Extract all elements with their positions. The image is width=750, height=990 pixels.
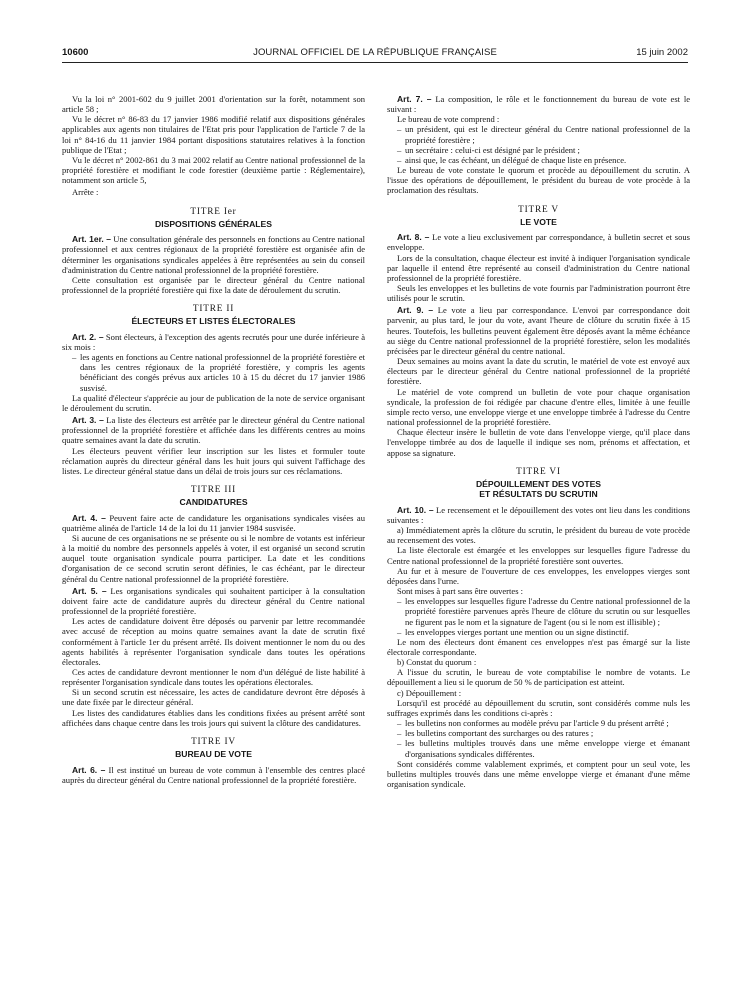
- article-label: Art. 9. –: [397, 305, 434, 316]
- article-para: Sont considérés comme valablement exprimés, et comptent pour un seul vote, les bulletins multiples trouvés dans une même enveloppe vierge et émanant d'une même organisation syndicale.: [387, 758, 690, 790]
- article-para: b) Constat du quorum :: [397, 657, 477, 668]
- article-para: Deux semaines au moins avant la date du scrutin, le matériel de vote est envoyé aux électeurs par le directeur général du Centre national professionnel de la propriété forestière.: [387, 356, 690, 387]
- page-header: [62, 47, 688, 63]
- article-para: Le bureau de vote constate le quorum et procède au dépouillement du scrutin. A l'issue des opérations de dépouillement, le président du bureau de vote procède à la proclamation des résultats.: [387, 165, 690, 196]
- journal-title: JOURNAL OFFICIEL DE LA RÉPUBLIQUE FRANÇAISE: [253, 47, 497, 58]
- titre-subheading: BUREAU DE VOTE: [175, 749, 252, 760]
- article-para: Cette consultation est organisée par le directeur général du Centre national professionnel de la propriété forestière qui fixe la date de déroulement du scrutin.: [62, 274, 365, 295]
- article-label: Art. 1er. –: [72, 234, 112, 245]
- dash-list: [62, 352, 365, 393]
- titre-heading: TITRE II: [192, 304, 235, 315]
- titre-subheading: DISPOSITIONS GÉNÉRALES: [155, 218, 272, 229]
- titre-heading: TITRE IV: [191, 736, 236, 747]
- article-para: a) Immédiatement après la clôture du scrutin, le président du bureau de vote procède au recensement des votes.: [387, 525, 690, 546]
- left-column: [62, 94, 365, 785]
- article-label: Art. 8. –: [397, 232, 430, 243]
- preamble-para: Vu la loi n° 2001-602 du 9 juillet 2001 d'orientation sur la forêt, notamment son article 58 ;: [62, 94, 365, 115]
- list-item: – les bulletins comportant des surcharges ou des ratures ;: [397, 728, 690, 738]
- article-para: Art. 8. – Le vote a lieu exclusivement par correspondance, à bulletin secret et sous enveloppe.: [387, 232, 690, 253]
- article-label: Art. 6. –: [72, 764, 106, 775]
- titre-heading: TITRE III: [190, 485, 237, 495]
- list-item: – les enveloppes vierges portant une mention ou un signe distinctif.: [397, 627, 690, 637]
- article-para: Art. 10. – Le recensement et le dépouillement des votes ont lieu dans les conditions suivantes :: [387, 504, 690, 525]
- article-label: Art. 10. –: [397, 504, 434, 515]
- article-para: Art. 7. – La composition, le rôle et le fonctionnement du bureau de vote est le suivant :: [387, 94, 690, 115]
- article-para: Art. 3. – La liste des électeurs est arrêtée par le directeur général du Centre national professionnel de la propriété forestière et affichée dans les différents centres au moins quatre semaines avant la date du scrutin.: [62, 415, 365, 446]
- titre-subheading: ÉLECTEURS ET LISTES ÉLECTORALES: [131, 316, 296, 327]
- article-label: Art. 2. –: [72, 331, 104, 342]
- preamble-para: Vu le décret n° 2002-861 du 3 mai 2002 relatif au Centre national professionnel de la propriété forestière et modifiant le code forestier (deuxième partie : Réglementaire), notamment son article 5,: [62, 154, 365, 186]
- article-para: c) Dépouillement :: [397, 687, 462, 698]
- article-para: Sont mises à part sans être ouvertes :: [397, 586, 524, 597]
- article-para: Art. 2. – Sont électeurs, à l'exception des agents recrutés pour une durée inférieure à six mois :: [62, 331, 365, 352]
- article-para: Art. 9. – Le vote a lieu par correspondance. L'envoi par correspondance doit parvenir, au plus tard, le jour du vote, avant l'heure de clôture du scrutin fixée à 15 heures. Toutefois, les bulletins peuvent également être déposés avant la même échéance au siège du Centre national professionnel de la propriété forestière, selon les modalités précisées par le directeur général du centre national.: [387, 305, 690, 356]
- titre-subheading: DÉPOUILLEMENT DES VOTES ET RÉSULTATS DU SCRUTIN: [475, 478, 602, 500]
- article-para: Chaque électeur insère le bulletin de vote dans l'enveloppe vierge, qu'il place dans l'enveloppe timbrée au dos de laquelle il indique ses nom, prénoms et affectation, et appose sa signature.: [387, 427, 690, 458]
- article-para: La qualité d'électeur s'apprécie au jour de publication de la note de service organisant le déroulement du scrutin.: [62, 392, 365, 413]
- right-column: [387, 94, 690, 789]
- article-para: Les électeurs peuvent vérifier leur inscription sur les listes et formuler toute réclamation auprès du directeur général dans les huit jours qui suivent l'affichage des listes. Le directeur général statue dans un délai de trois jours sur ces réclamations.: [62, 445, 365, 476]
- article-para: Art. 5. – Les organisations syndicales qui souhaitent participer à la consultation doivent faire acte de candidature auprès du directeur général du Centre national professionnel de la propriété forestière.: [62, 585, 365, 617]
- titre-heading: TITRE Ier: [190, 206, 237, 217]
- titre-heading: TITRE V: [518, 204, 559, 215]
- article-para: Au fur et à mesure de l'ouverture de ces enveloppes, les enveloppes vierges sont déposées dans l'urne.: [387, 565, 690, 586]
- article-label: Art. 3. –: [72, 415, 104, 426]
- dash-list: [387, 596, 690, 637]
- page-number: 10600: [62, 47, 89, 58]
- article-para: Si un second scrutin est nécessaire, les actes de candidature devront être déposés à une date fixée par le directeur général.: [62, 687, 365, 708]
- article-label: Art. 5. –: [72, 585, 107, 596]
- article-para: A l'issue du scrutin, le bureau de vote comptabilise le nombre de votants. Le dépouillement a lieu si le quorum de 50 % de participation est atteint.: [387, 667, 690, 688]
- dash-list: [387, 718, 690, 759]
- article-para: Art. 6. – Il est institué un bureau de vote commun à l'ensemble des centres placé auprès du directeur général du Centre national professionnel de la propriété forestière.: [62, 764, 365, 785]
- article-para: Les actes de candidature doivent être déposés ou parvenir par lettre recommandée avec accusé de réception au moins quatre semaines avant la date de scrutin fixé conformément à l'article 1er du présent arrêté. Ils doivent mentionner le nom du ou des agents habilités à représenter l'organisation syndicale dans toutes les opérations électorales.: [62, 616, 365, 667]
- dash-list: [387, 124, 690, 165]
- article-para: Seuls les enveloppes et les bulletins de vote fournis par l'administration pourront être utilisés pour le scrutin.: [387, 283, 690, 304]
- titre-subheading: LE VOTE: [520, 216, 557, 227]
- article-para: Ces actes de candidature devront mentionner le nom d'un délégué de liste habilité à représenter l'organisation syndicale dans toutes les opérations électorales.: [62, 667, 365, 688]
- article-para: Lors de la consultation, chaque électeur est invité à indiquer l'organisation syndicale par laquelle il entend être représenté au conseil d'administration du Centre national professionnel de la propriété forestière.: [387, 252, 690, 283]
- article-label: Art. 4. –: [72, 512, 106, 523]
- article-para: Lorsqu'il est procédé au dépouillement du scrutin, sont considérés comme nuls les suffrages exprimés dans les conditions ci-après :: [387, 697, 690, 718]
- header-rule: [62, 62, 688, 63]
- titre-heading: TITRE VI: [516, 466, 561, 477]
- list-item: – les enveloppes sur lesquelles figure l'adresse du Centre national professionnel de la propriété forestière parvenues après l'heure de clôture du scrutin ou sur lesquelles ne figurent pas le nom et la signature de l'agent (ou si le nom est illisible) ;: [397, 596, 690, 626]
- article-para: Le bureau de vote comprend :: [397, 114, 500, 125]
- article-para: Les listes des candidatures établies dans les conditions fixées au présent arrêté sont affichées dans chaque centre dans les trois jours qui suivent la clôture des candidatures.: [62, 707, 365, 728]
- article-para: Le matériel de vote comprend un bulletin de vote pour chaque organisation syndicale, la profession de foi rédigée par chacune d'entre elles, limitée à une feuille simple recto verso, une enveloppe vierge et une enveloppe timbrée à l'adresse du Centre national professionnel de la propriété forestière.: [387, 386, 690, 428]
- arrete-line: Arrête :: [72, 187, 99, 198]
- titre-subheading: CANDIDATURES: [179, 497, 248, 508]
- article-label: Art. 7. –: [397, 94, 432, 104]
- article-para: Art. 1er. – Une consultation générale des personnels en fonctions au Centre national professionnel et aux centres régionaux de la propriété forestière est organisée afin de déterminer les organisations syndicales appelées à être représentées au sein du conseil d'administration du Centre national professionnel de la propriété forestière.: [62, 234, 365, 275]
- preamble-para: Vu le décret n° 86-83 du 17 janvier 1986 modifié relatif aux dispositions générales applicables aux agents non titulaires de l'Etat pris pour l'application de l'article 7 de la loi n° 84-16 du 11 janvier 1984 portant dispositions statutaires relatives à la fonction publique de l'Etat ;: [62, 114, 365, 155]
- article-para: Art. 4. – Peuvent faire acte de candidature les organisations syndicales visées au quatrième alinéa de l'article 14 de la loi du 11 janvier 1984 susvisée.: [62, 512, 366, 533]
- article-para: Si aucune de ces organisations ne se présente ou si le nombre de votants est inférieur à la moitié du nombre des personnels appelés à voter, il est organisé un second scrutin auquel toute organisation syndicale pourra participer. La date et les conditions d'organisation de ce second scrutin seront définies, le cas échéant, par le directeur général du Centre national professionnel de la propriété forestière.: [62, 532, 365, 584]
- list-item: – ainsi que, le cas échéant, un délégué de chaque liste en présence.: [397, 155, 690, 165]
- article-para: La liste électorale est émargée et les enveloppes sur lesquelles figure l'adresse du Centre national professionnel de la propriété forestière sont ouvertes.: [387, 545, 690, 566]
- issue-date: 15 juin 2002: [636, 47, 688, 58]
- list-item: – les bulletins non conformes au modèle prévu par l'article 9 du présent arrêté ;: [397, 718, 690, 728]
- list-item: – un secrétaire : celui-ci est désigné par le président ;: [397, 145, 690, 155]
- list-item: – les agents en fonctions au Centre national professionnel de la propriété forestière et dans les centres régionaux de la propriété forestière, y compris les agents bénéficiant des congés prévus aux articles 10 à 15 du décret du 17 janvier 1986 susvisé.: [72, 352, 365, 393]
- list-item: – les bulletins multiples trouvés dans une même enveloppe vierge et émanant d'organisations syndicales différentes.: [397, 738, 690, 758]
- list-item: – un président, qui est le directeur général du Centre national professionnel de la propriété forestière ;: [397, 124, 690, 144]
- article-para: Le nom des électeurs dont émanent ces enveloppes n'est pas émargé sur la liste électorale correspondante.: [387, 636, 690, 657]
